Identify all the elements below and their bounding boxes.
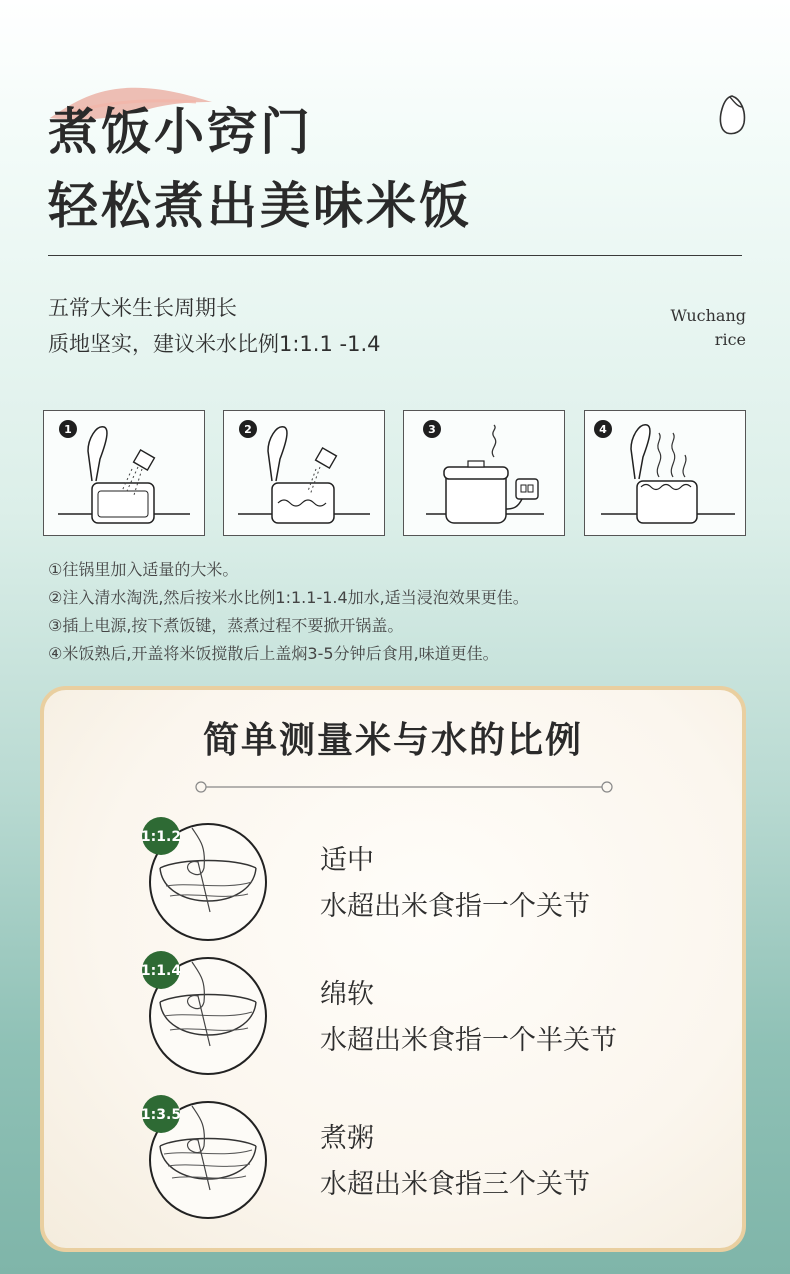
page-title-line2: 轻松煮出美味米饭	[48, 176, 472, 235]
step-3-panel	[403, 410, 565, 536]
step-4-panel	[584, 410, 746, 536]
hand-bowl-measure-icon	[140, 950, 270, 1080]
card-title: 简单测量米与水的比例	[202, 719, 583, 761]
hand-bowl-measure-icon	[140, 816, 270, 946]
ratio-description: 水超出米食指一个关节	[320, 891, 590, 922]
rice-cooker-add-water-icon	[224, 411, 384, 535]
step-number: 3	[428, 423, 436, 436]
ratio-description: 水超出米食指一个半关节	[320, 1025, 617, 1056]
rice-cooker-add-rice-icon	[44, 411, 204, 535]
note-step-3: ③插上电源,按下煮饭键，蒸煮过程不要掀开锅盖。	[48, 616, 404, 635]
step-number: 2	[244, 423, 252, 436]
step-1-panel	[43, 410, 205, 536]
subtitle-line1: 五常大米生长周期长	[48, 296, 237, 320]
ratio-name: 适中	[320, 845, 374, 876]
rice-cooker-plug-in-icon	[404, 411, 564, 535]
note-step-1: ①往锅里加入适量的大米。	[48, 560, 239, 579]
ratio-row-1	[140, 816, 720, 946]
card-title-divider	[194, 780, 614, 794]
rice-grain-icon	[715, 93, 749, 137]
step-number: 4	[599, 423, 607, 436]
note-step-2: ②注入清水淘洗,然后按米水比例1:1.1-1.4加水,适当浸泡效果更佳。	[48, 588, 529, 607]
subtitle-line2: 质地坚实，建议米水比例1:1.1 -1.4	[48, 332, 381, 356]
note-step-4: ④米饭熟后,开盖将米饭搅散后上盖焖3-5分钟后食用,味道更佳。	[48, 644, 499, 663]
step-number: 1	[64, 423, 72, 436]
ratio-name: 绵软	[320, 979, 374, 1010]
ratio-badge: 1:3.5	[140, 1107, 182, 1123]
header-divider	[48, 255, 742, 256]
page-title-line1: 煮饭小窍门	[48, 102, 313, 161]
ratio-row-2	[140, 950, 720, 1080]
instruction-notes	[48, 556, 529, 668]
ratio-card	[40, 686, 746, 1252]
ratio-description: 水超出米食指三个关节	[320, 1169, 590, 1200]
latin-label-line2: rice	[714, 330, 746, 349]
ratio-row-3	[140, 1094, 720, 1224]
rice-cooker-steaming-icon	[585, 411, 745, 535]
ratio-name: 煮粥	[320, 1123, 374, 1154]
ratio-badge: 1:1.4	[140, 963, 182, 979]
hand-bowl-measure-icon	[140, 1094, 270, 1224]
step-2-panel	[223, 410, 385, 536]
ratio-badge: 1:1.2	[140, 829, 182, 845]
latin-label-line1: Wuchang	[670, 306, 746, 325]
